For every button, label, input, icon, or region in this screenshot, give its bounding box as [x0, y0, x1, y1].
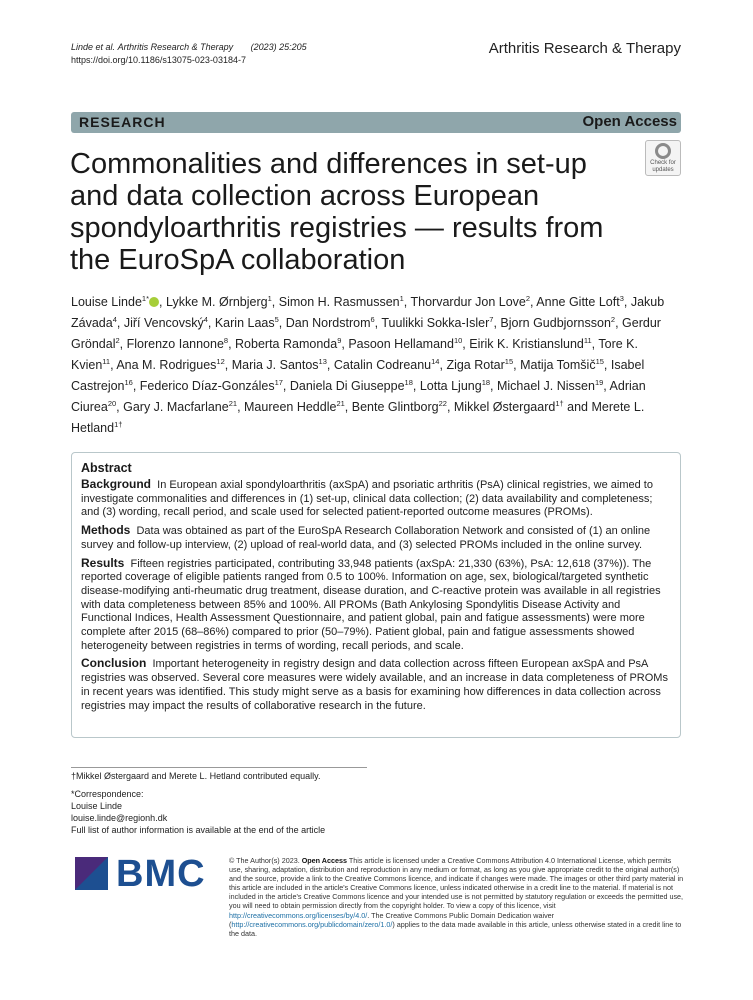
author-entry [446, 358, 513, 372]
author-entry [232, 358, 327, 372]
author-entry [469, 337, 591, 351]
bmc-logo-mark-icon [75, 857, 108, 890]
check-for-updates-icon [655, 143, 671, 159]
author-entry [235, 337, 341, 351]
author-name[interactable]: Lykke M. Ørnbjerg [165, 295, 268, 309]
license-link-cc-by[interactable]: http://creativecommons.org/licenses/by/4.0/ [229, 910, 368, 920]
author-name[interactable]: Bjorn Gudbjornsson [500, 316, 611, 330]
check-for-updates-line1: Check for [650, 160, 676, 166]
author-affiliation-sup: 15 [504, 357, 514, 366]
doi-link[interactable]: https://doi.org/10.1186/s13075-023-03184-7 [71, 55, 246, 65]
correspondence-label: *Correspondence: [71, 789, 144, 799]
author-entry [286, 316, 375, 330]
author-affiliation-sup: 12 [216, 357, 225, 366]
citation-author: Linde et al. [71, 42, 116, 52]
author-entry [124, 316, 208, 330]
author-name[interactable]: Roberta Ramonda [235, 337, 338, 351]
author-entry [116, 358, 224, 372]
author-name[interactable]: Eirik K. Kristianslund [469, 337, 584, 351]
affiliations-note: Full list of author information is available at the end of the article [71, 825, 326, 835]
section-label: RESEARCH [79, 114, 166, 130]
author-entry [348, 337, 462, 351]
author-name[interactable]: Mikkel Østergaard [453, 400, 556, 414]
section-band [71, 112, 681, 133]
author-affiliation-sup: 22 [438, 399, 447, 408]
methods-label: Methods [81, 523, 131, 538]
license-copyright: © The Author(s) 2023. [229, 856, 300, 865]
check-for-updates-line2: updates [652, 167, 674, 173]
author-entry [71, 295, 159, 309]
author-name[interactable]: Jakub Závada [71, 295, 665, 330]
author-affiliation-sup: 7 [489, 315, 494, 324]
author-entry [411, 295, 531, 309]
author-entry [166, 295, 272, 309]
license-text [229, 856, 684, 938]
author-list: Louise Linde$^{1*}$ , Lykke M. Ørnbjerg$^1$, Simon H. Rasmussen$^1$, Thorvardur Jon Love$^2$, Anne Gitte Loft$^3$, Jakub Závada$^4$, Jiří Vencovský$^4$, Karin Laas$^5$, Dan Nordstrom$^6$, Tuulikki Sokka-Isler$^7$, Bjorn Gudbjornsson$^2$, Gerdur Gröndal$^2$, Florenzo Iannone$^8$, Roberta Ramonda$^9$, Pasoon Hellamand$^{10}$, Eirik K. Kristianslund$^{11}$, Tore K. Kvien$^{11}$, Ana M. Rodrigues$^{12}$, Maria J. Santos$^{13}$, Catalin Codreanu$^{14}$, Ziga Rotar$^{15}$, Matija Tomšič$^{15}$, Isabel Castrejon$^{16}$, Federico Díaz-Gonzáles$^{17}$, Daniela Di Giuseppe$^{18}$, Lotta Ljung$^{18}$, Michael J. Nissen$^{19}$, Adrian Ciurea$^{20}$, Gary J. Macfarlane$^{21}$, Maureen Heddle$^{21}$, Bente Glintborg$^{22}$, Mikkel Østergaard$^{1\dagger}$ and Merete L. Hetland$^{1\dagger}$ [71, 294, 665, 435]
author-name[interactable]: Thorvardur Jon Love [410, 295, 526, 309]
background-label: Background [81, 477, 152, 491]
author-name[interactable]: Maureen Heddle [244, 400, 337, 414]
author-affiliation-sup: 3 [619, 294, 624, 303]
author-affiliation-sup: 18 [404, 378, 413, 387]
author-name[interactable]: Louise Linde [71, 295, 142, 309]
author-affiliation-sup: 10 [453, 336, 463, 345]
author-affiliation-sup: 14 [431, 357, 440, 366]
check-for-updates-button[interactable] [645, 140, 681, 176]
author-entry [536, 295, 624, 309]
author-name[interactable]: Lotta Ljung [419, 379, 482, 393]
author-name[interactable]: Jiří Vencovský [123, 316, 204, 330]
author-name[interactable]: Daniela Di Giuseppe [289, 379, 405, 393]
author-affiliation-sup: 11 [583, 336, 592, 345]
license-body-2: . The Creative Commons Public Domain Dedication waiver ( [229, 910, 555, 929]
author-entry [140, 379, 283, 393]
author-affiliation-sup: 1 [399, 294, 404, 303]
author-affiliation-sup: 2 [115, 336, 120, 345]
abstract-background [81, 478, 671, 520]
author-entry [497, 379, 603, 393]
author-name[interactable]: Anne Gitte Loft [536, 295, 620, 309]
author-affiliation-sup: 1 [267, 294, 272, 303]
author-name[interactable]: Matija Tomšič [520, 358, 596, 372]
author-entry [123, 400, 237, 414]
author-affiliation-sup: 20 [107, 399, 117, 408]
author-affiliation-sup: 15 [595, 357, 604, 366]
author-affiliation-sup: 21 [228, 399, 238, 408]
author-name[interactable]: Simon H. Rasmussen [278, 295, 400, 309]
abstract-methods [81, 524, 671, 552]
abstract-box [71, 452, 681, 738]
author-name[interactable]: Tuulikki Sokka-Isler [381, 316, 490, 330]
author-affiliation-sup: 19 [594, 378, 604, 387]
author-name[interactable]: Federico Díaz-Gonzáles [139, 379, 275, 393]
author-name[interactable]: Ana M. Rodrigues [116, 358, 217, 372]
author-entry [500, 316, 615, 330]
abstract-results [81, 557, 671, 654]
author-name[interactable]: Dan Nordstrom [285, 316, 371, 330]
author-entry [279, 295, 404, 309]
author-name[interactable]: Merete L. Hetland [71, 400, 645, 435]
author-entry [381, 316, 493, 330]
author-affiliation-sup: 11 [102, 357, 111, 366]
author-entry [244, 400, 345, 414]
author-affiliation-sup: 1† [114, 420, 123, 429]
author-affiliation-sup: 18 [481, 378, 491, 387]
author-entry [420, 379, 490, 393]
methods-text: Data was obtained as part of the EuroSpA Research Collaboration Network and consisted of (1) an online survey and follow-up interview, (2) upload of real-world data, and (3) selected PROMs included in the online survey. [81, 525, 651, 551]
conclusion-text: Important heterogeneity in registry design and data collection across fifteen European axSpA and PsA registries was observed. Several core measures were widely available, and an increase in data completeness of PROMs in recent years was identified. This study might serve as a basis for examining how differences in data collection across registries may impact the results of collaborative research in the future. [81, 658, 668, 712]
author-entry [290, 379, 413, 393]
citation-year-volume: (2023) 25:205 [250, 42, 307, 52]
abstract-heading: Abstract [81, 461, 132, 475]
author-name[interactable]: Michael J. Nissen [496, 379, 595, 393]
footnote-divider [71, 767, 367, 768]
author-entry [352, 400, 447, 414]
author-affiliation-sup: 4 [203, 315, 208, 324]
license-body-1: This article is licensed under a Creative Commons Attribution 4.0 International License, which permits use, sharing, adaptation, distribution and reproduction in any medium or format, as long as you give appropriate credit to the original author(s) and the source, provide a link to the Creative Commons licence, and indicate if changes were made. The images or other third party material in this article are included in the article's Creative Commons licence, unless indicated otherwise in a credit line to the material. If material is not included in the article's Creative Commons licence and your intended use is not permitted by statutory regulation or exceeds the permitted use, you will need to obtain permission directly from the copyright holder. To view a copy of this licence, visit [229, 856, 684, 911]
running-header [71, 41, 307, 67]
author-entry [215, 316, 279, 330]
author-entry [454, 400, 564, 414]
author-affiliation-sup: 16 [124, 378, 133, 387]
abstract-conclusion [81, 657, 671, 713]
author-affiliation-sup: 21 [336, 399, 345, 408]
author-affiliation-sup: 1† [555, 399, 564, 408]
author-name[interactable]: Adrian Ciurea [71, 379, 646, 414]
background-text: In European axial spondyloarthritis (axSpA) and psoriatic arthritis (PsA) clinical registries, we aimed to investigate commonalities and differences in (1) set-up, clinical data collection; (2) data availability and completeness; and (3) wording, recall period, and scale used for selected patient-reported outcome measures (PROMs). [81, 479, 653, 519]
author-affiliation-sup: 13 [318, 357, 327, 366]
author-affiliation-sup: 4 [112, 315, 117, 324]
bmc-logo-text: BMC [116, 853, 206, 895]
author-affiliation-sup: 9 [337, 336, 342, 345]
author-name[interactable]: Tore K. Kvien [71, 337, 638, 372]
bmc-logo [75, 853, 210, 895]
license-link-cc-zero[interactable]: http://creativecommons.org/publicdomain/zero/1.0/ [231, 919, 393, 929]
author-name[interactable]: Pasoon Hellamand [348, 337, 454, 351]
citation-journal: Arthritis Research & Therapy [117, 42, 234, 52]
author-entry [520, 358, 604, 372]
author-affiliation-sup: 2 [610, 315, 616, 324]
correspondence-email[interactable]: louise.linde@regionh.dk [71, 813, 168, 823]
author-affiliation-sup: 1* [141, 294, 149, 303]
author-affiliation-sup: 17 [274, 378, 283, 387]
orcid-icon[interactable] [149, 297, 159, 307]
results-label: Results [81, 555, 125, 570]
author-name[interactable]: Isabel Castrejon [71, 358, 645, 393]
results-text: Fifteen registries participated, contributing 33,948 patients (axSpA: 21,330 (63%), PsA: 12,618 (37%)). The reported coverage of eligible patients ranged from 0.5 to 100%. Information on age, sex, biological/targeted synthetic disease-modifying anti-rheumatic drug treatment, disease duration, and C-reactive protein was available in all registries with data completeness between 85% and 100%. All PROMs (Bath Ankylosing Spondylitis Disease Activity and Functional Indices, Health Assessment Questionnaire, and patient global, pain and fatigue assessments) were more complete after 2015 (68–86%) compared to prior (50–79%). Patient global, pain and fatigue assessments showed heterogeneity between registries in terms of wording, recall periods, and scale. [81, 557, 661, 652]
author-name[interactable]: Gary J. Macfarlane [123, 400, 229, 414]
author-entry [127, 337, 228, 351]
correspondence-block [71, 788, 325, 836]
journal-name: Arthritis Research & Therapy [488, 40, 681, 57]
author-entry [334, 358, 440, 372]
license-body-3: ) applies to the data made available in this article, unless otherwise stated in a credit line to the data. [229, 919, 682, 938]
author-name[interactable]: Bente Glintborg [351, 400, 439, 414]
equal-contribution-note: †Mikkel Østergaard and Merete L. Hetland contributed equally. [71, 771, 321, 781]
author-affiliation-sup: 8 [223, 336, 229, 345]
citation-line [71, 41, 307, 54]
author-affiliation-sup: 5 [274, 315, 279, 324]
article-title: Commonalities and differences in set-up and data collection across European spondyloarthritis registries — results from the EuroSpA collaboration [70, 148, 604, 276]
author-name[interactable]: Karin Laas [214, 316, 275, 330]
license-open-access: Open Access [301, 856, 347, 865]
conclusion-label: Conclusion [81, 656, 147, 671]
open-access-label: Open Access [582, 113, 677, 130]
author-name[interactable]: Florenzo Iannone [126, 337, 224, 351]
author-name[interactable]: Catalin Codreanu [333, 358, 432, 372]
author-name[interactable]: Ziga Rotar [446, 358, 505, 372]
author-name[interactable]: Gerdur Gröndal [71, 316, 661, 351]
author-affiliation-sup: 6 [370, 315, 375, 324]
author-affiliation-sup: 2 [525, 294, 531, 303]
correspondence-name: Louise Linde [71, 801, 123, 811]
author-name[interactable]: Maria J. Santos [231, 358, 319, 372]
